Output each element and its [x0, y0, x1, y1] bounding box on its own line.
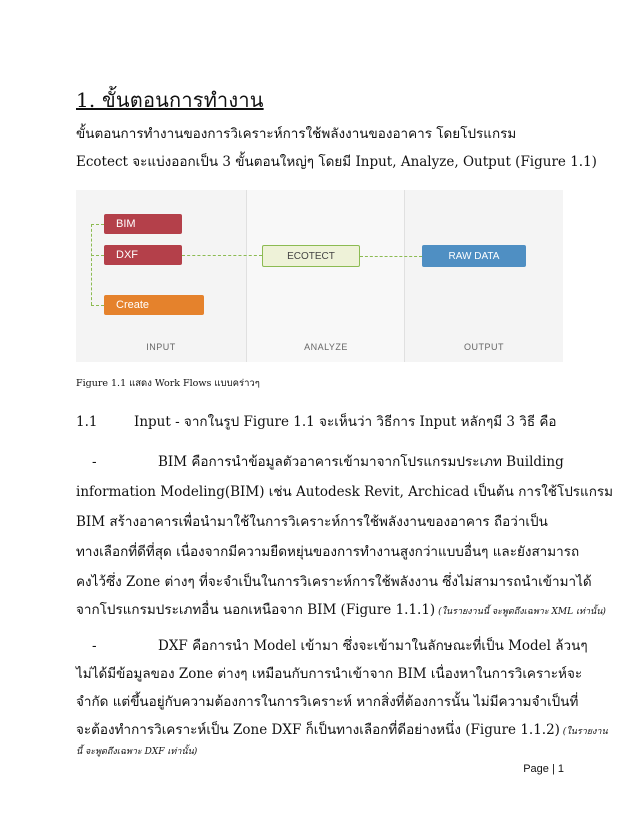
- create-box: Create: [104, 295, 204, 315]
- bim-connector: [91, 224, 104, 225]
- bim-line-2: information Modeling(BIM) เช่น Autodesk Revit, Archicad เป็นต้น การใช้โปรแกรม: [76, 484, 614, 500]
- bim-line-6: [76, 600, 606, 622]
- bim-box: BIM: [104, 214, 182, 234]
- ecotect-box: ECOTECT: [262, 245, 360, 267]
- analyze-zone: [246, 190, 405, 362]
- bim-line-1: BIM คือการนำข้อมูลตัวอาคารเข้ามาจากโปรแกรมประเภท Building: [158, 454, 564, 470]
- bim-line-3: BIM สร้างอาคารเพื่อนำมาใช้ในการวิเคราะห์การใช้พลังงานของอาคาร ถือว่าเป็น: [76, 514, 548, 530]
- analyze-zone-label: ANALYZE: [304, 342, 348, 352]
- input-connector-vertical: [91, 224, 92, 305]
- dxf-note-1: (ในรายงาน: [559, 727, 608, 737]
- dxf-note-2: นี้ จะพูดถึงเฉพาะ DXF เท่านั้น): [76, 747, 198, 757]
- dxf-line-4: [76, 720, 608, 742]
- section-1-1-number: 1.1: [76, 414, 98, 430]
- section-heading: 1. ขั้นตอนการทำงาน: [76, 88, 264, 112]
- bim-line-5: คงไว้ซึ่ง Zone ต่างๆ ที่จะจำเป็นในการวิเคราะห์การใช้พลังงาน ซึ่งไม่สามารถนำเข้ามาได้: [76, 574, 592, 590]
- raw-data-box: RAW DATA: [422, 245, 526, 267]
- output-zone: [404, 190, 563, 362]
- bim-line-4: ทางเลือกที่ดีที่สุด เนื่องจากมีความยืดหยุ่นของการทำงานสูงกว่าแบบอื่นๆ และยังสามารถ: [76, 544, 580, 560]
- dxf-line-1: DXF คือการนำ Model เข้ามา ซึ่งจะเข้ามาในลักษณะที่เป็น Model ล้วนๆ: [158, 638, 588, 654]
- output-zone-label: OUTPUT: [464, 342, 504, 352]
- figure-caption: Figure 1.1 แสดง Work Flows แบบคร่าวๆ: [76, 378, 260, 389]
- dxf-line-3: จำกัด แต่ขึ้นอยู่กับความต้องการในการวิเคราะห์ หากสิ่งที่ต้องการนั้น ไม่มีความจำเป็นที่: [76, 694, 579, 710]
- dxf-line-4-text: จะต้องทำการวิเคราะห์เป็น Zone DXF ก็เป็นทางเลือกที่ดีอย่างหนึ่ง (Figure 1.1.2): [76, 722, 560, 738]
- intro-line-1: ขั้นตอนการทำงานของการวิเคราะห์การใช้พลังงานของอาคาร โดยโปรแกรม: [76, 126, 517, 142]
- ecotect-to-raw-connector: [360, 256, 422, 257]
- bim-bullet: -: [92, 454, 97, 470]
- bim-note: (ในรายงานนี้ จะพูดถึงเฉพาะ XML เท่านั้น): [435, 607, 606, 617]
- dxf-bullet: -: [92, 638, 97, 654]
- dxf-box: DXF: [104, 245, 182, 265]
- page-footer: Page | 1: [523, 763, 564, 775]
- intro-line-2: Ecotect จะแบ่งออกเป็น 3 ขั้นตอนใหญ่ๆ โดยมี Input, Analyze, Output (Figure 1.1): [76, 154, 597, 170]
- section-1-1-text: Input - จากในรูป Figure 1.1 จะเห็นว่า วิธีการ Input หลักๆมี 3 วิธี คือ: [134, 414, 557, 430]
- workflow-diagram: [76, 190, 562, 362]
- dxf-connector: [91, 255, 104, 256]
- input-to-ecotect-connector: [182, 255, 262, 256]
- dxf-line-2: ไม่ได้มีข้อมูลของ Zone ต่างๆ เหมือนกับการนำเข้าจาก BIM เนื่องหาในการวิเคราะห์จะ: [76, 666, 583, 682]
- input-zone-label: INPUT: [146, 342, 176, 352]
- bim-line-6-text: จากโปรแกรมประเภทอื่น นอกเหนือจาก BIM (Figure 1.1.1): [76, 602, 436, 618]
- create-connector: [91, 305, 104, 306]
